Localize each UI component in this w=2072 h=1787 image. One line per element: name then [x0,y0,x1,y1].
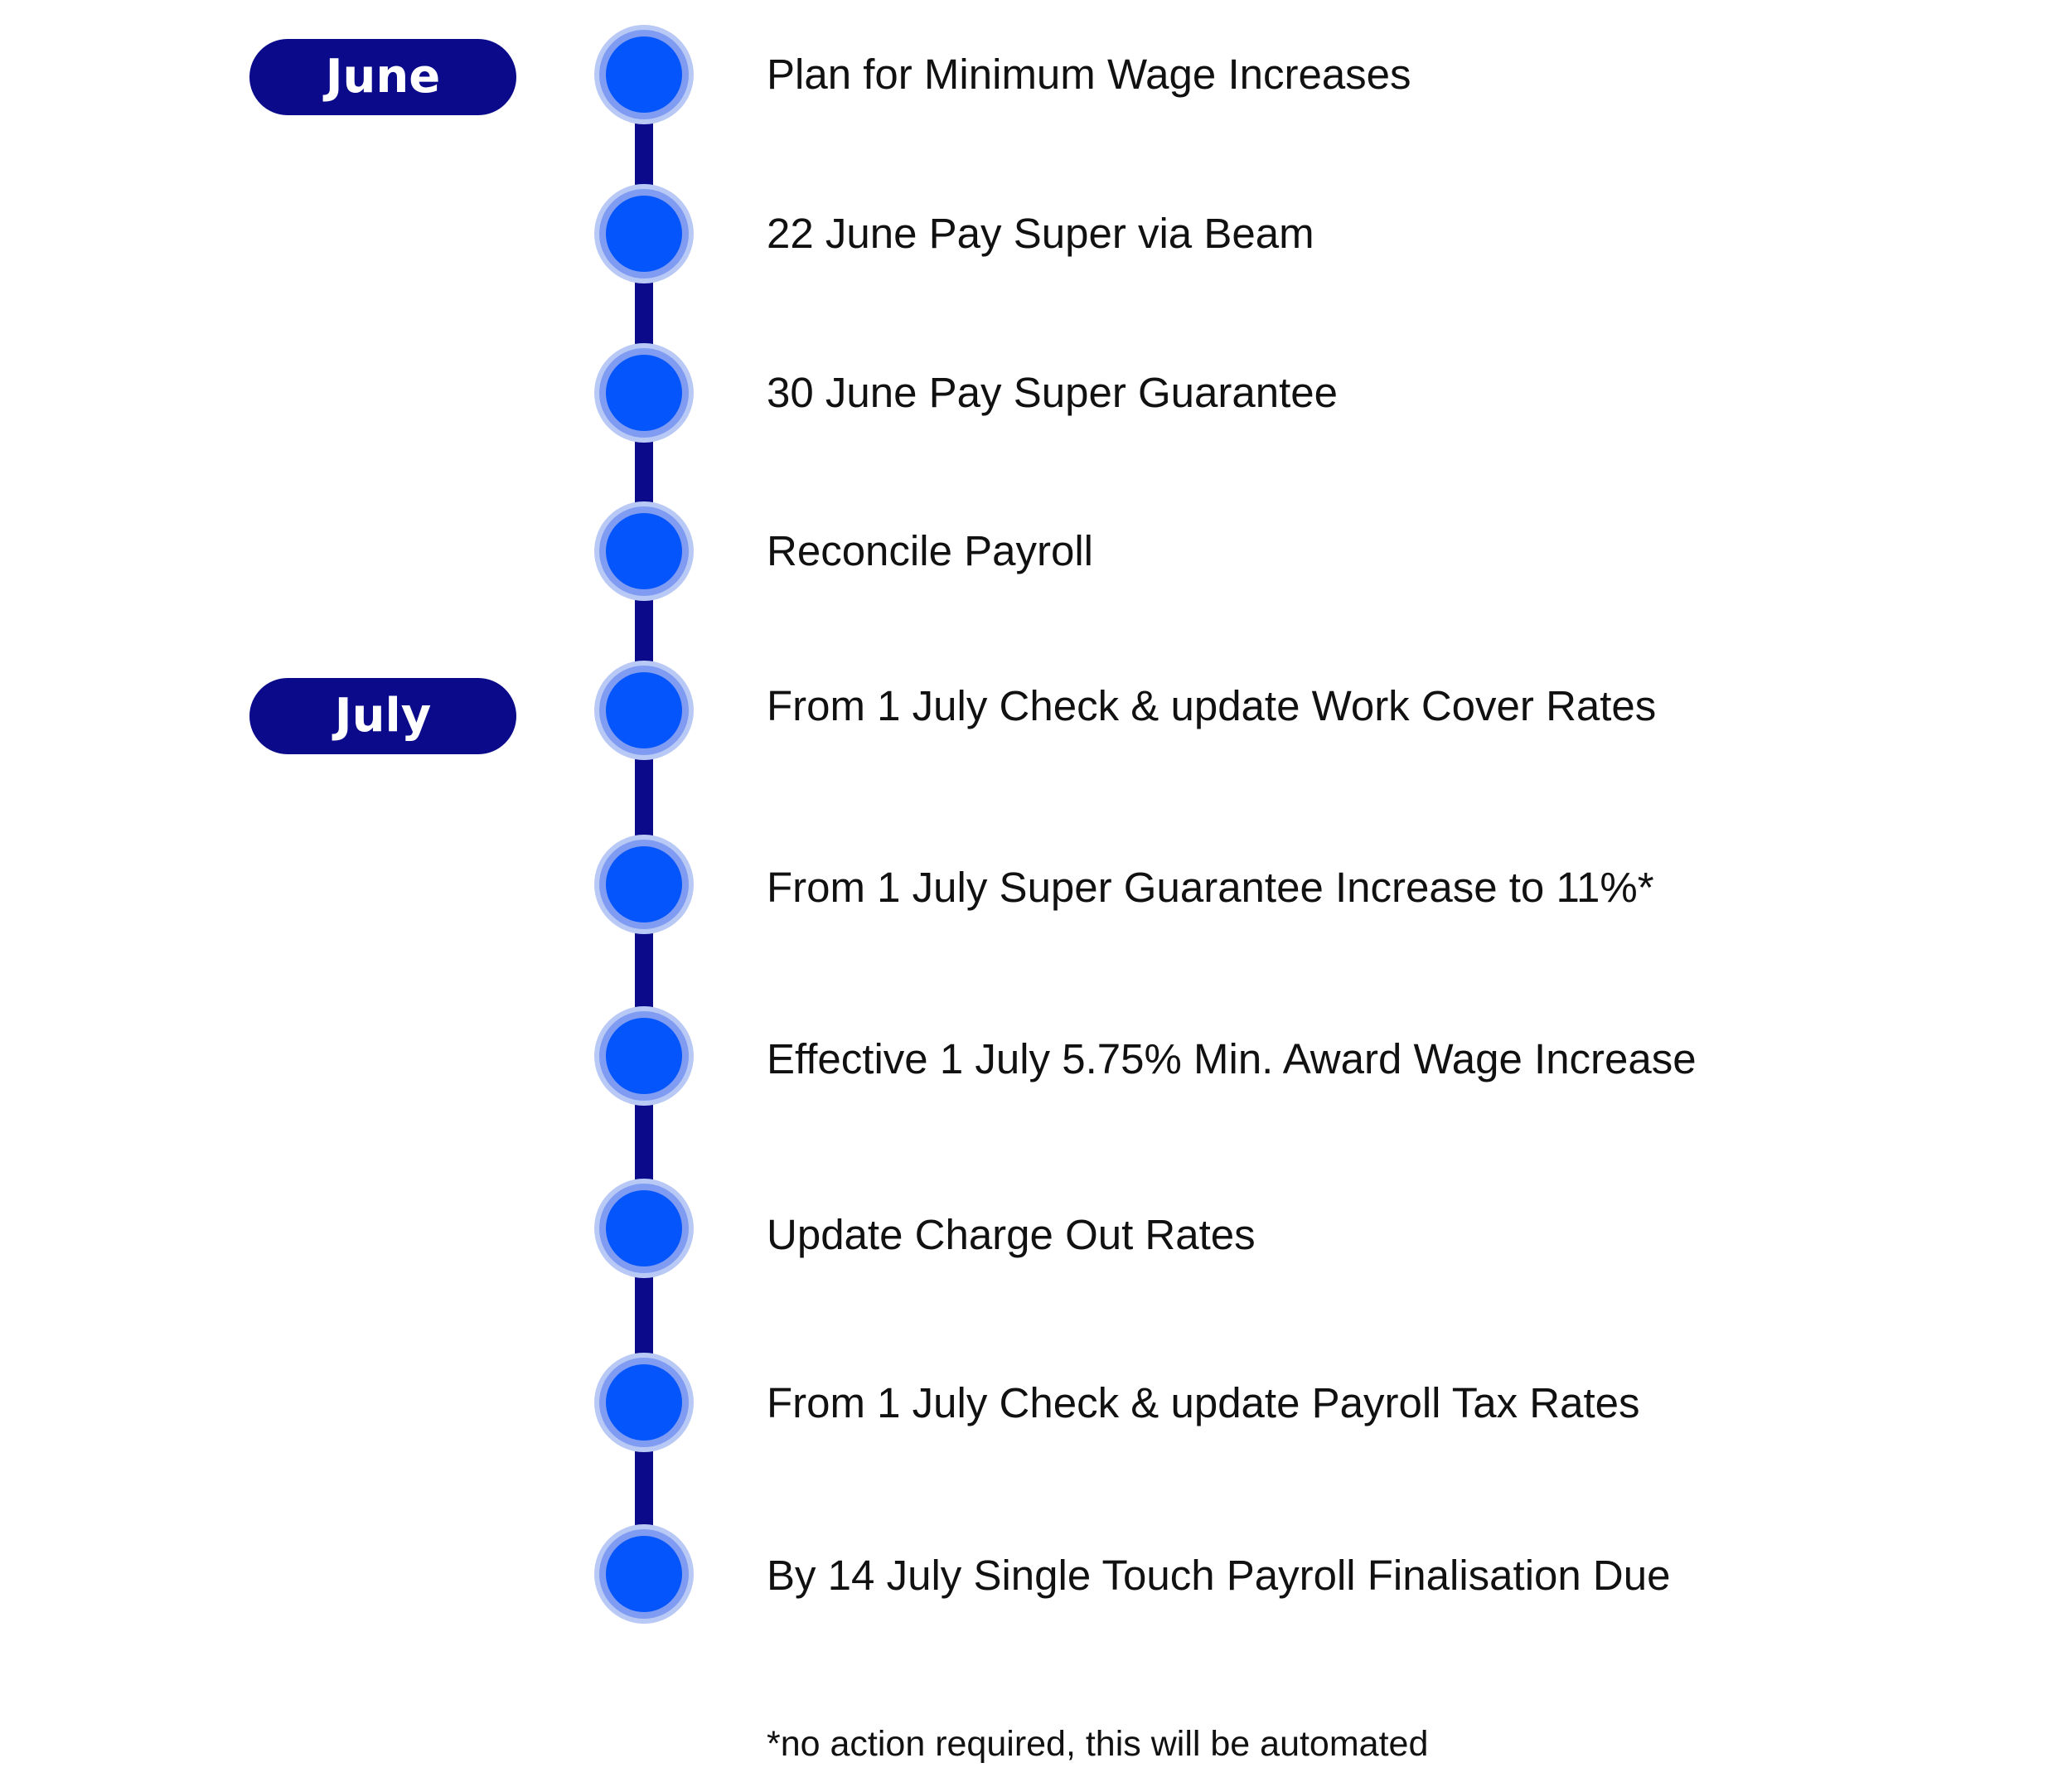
event-label: 22 June Pay Super via Beam [767,210,1314,257]
timeline-node [594,343,694,443]
timeline-node [594,25,694,124]
timeline-node [594,1006,694,1106]
timeline-node [594,661,694,760]
timeline-node [594,835,694,934]
event-label: By 14 July Single Touch Payroll Finalisation Due [767,1552,1671,1599]
footnote: *no action required, this will be automated [767,1724,1429,1764]
event-label: Reconcile Payroll [767,527,1094,574]
event-label: From 1 July Super Guarantee Increase to 11%* [767,864,1654,911]
event-label: 30 June Pay Super Guarantee [767,369,1338,416]
event-label: From 1 July Check & update Payroll Tax Rates [767,1379,1640,1426]
event-label: Plan for Minimum Wage Increases [767,51,1411,98]
timeline-node [594,1179,694,1278]
timeline-node [594,501,694,601]
timeline-node [594,1524,694,1624]
timeline-node [594,184,694,283]
timeline-line [635,75,653,1571]
month-badge-july: July [249,678,516,754]
event-label: Effective 1 July 5.75% Min. Award Wage Increase [767,1035,1697,1082]
timeline-node [594,1353,694,1452]
month-badge-june: June [249,39,516,115]
event-label: Update Charge Out Rates [767,1211,1256,1258]
event-label: From 1 July Check & update Work Cover Rates [767,682,1657,729]
